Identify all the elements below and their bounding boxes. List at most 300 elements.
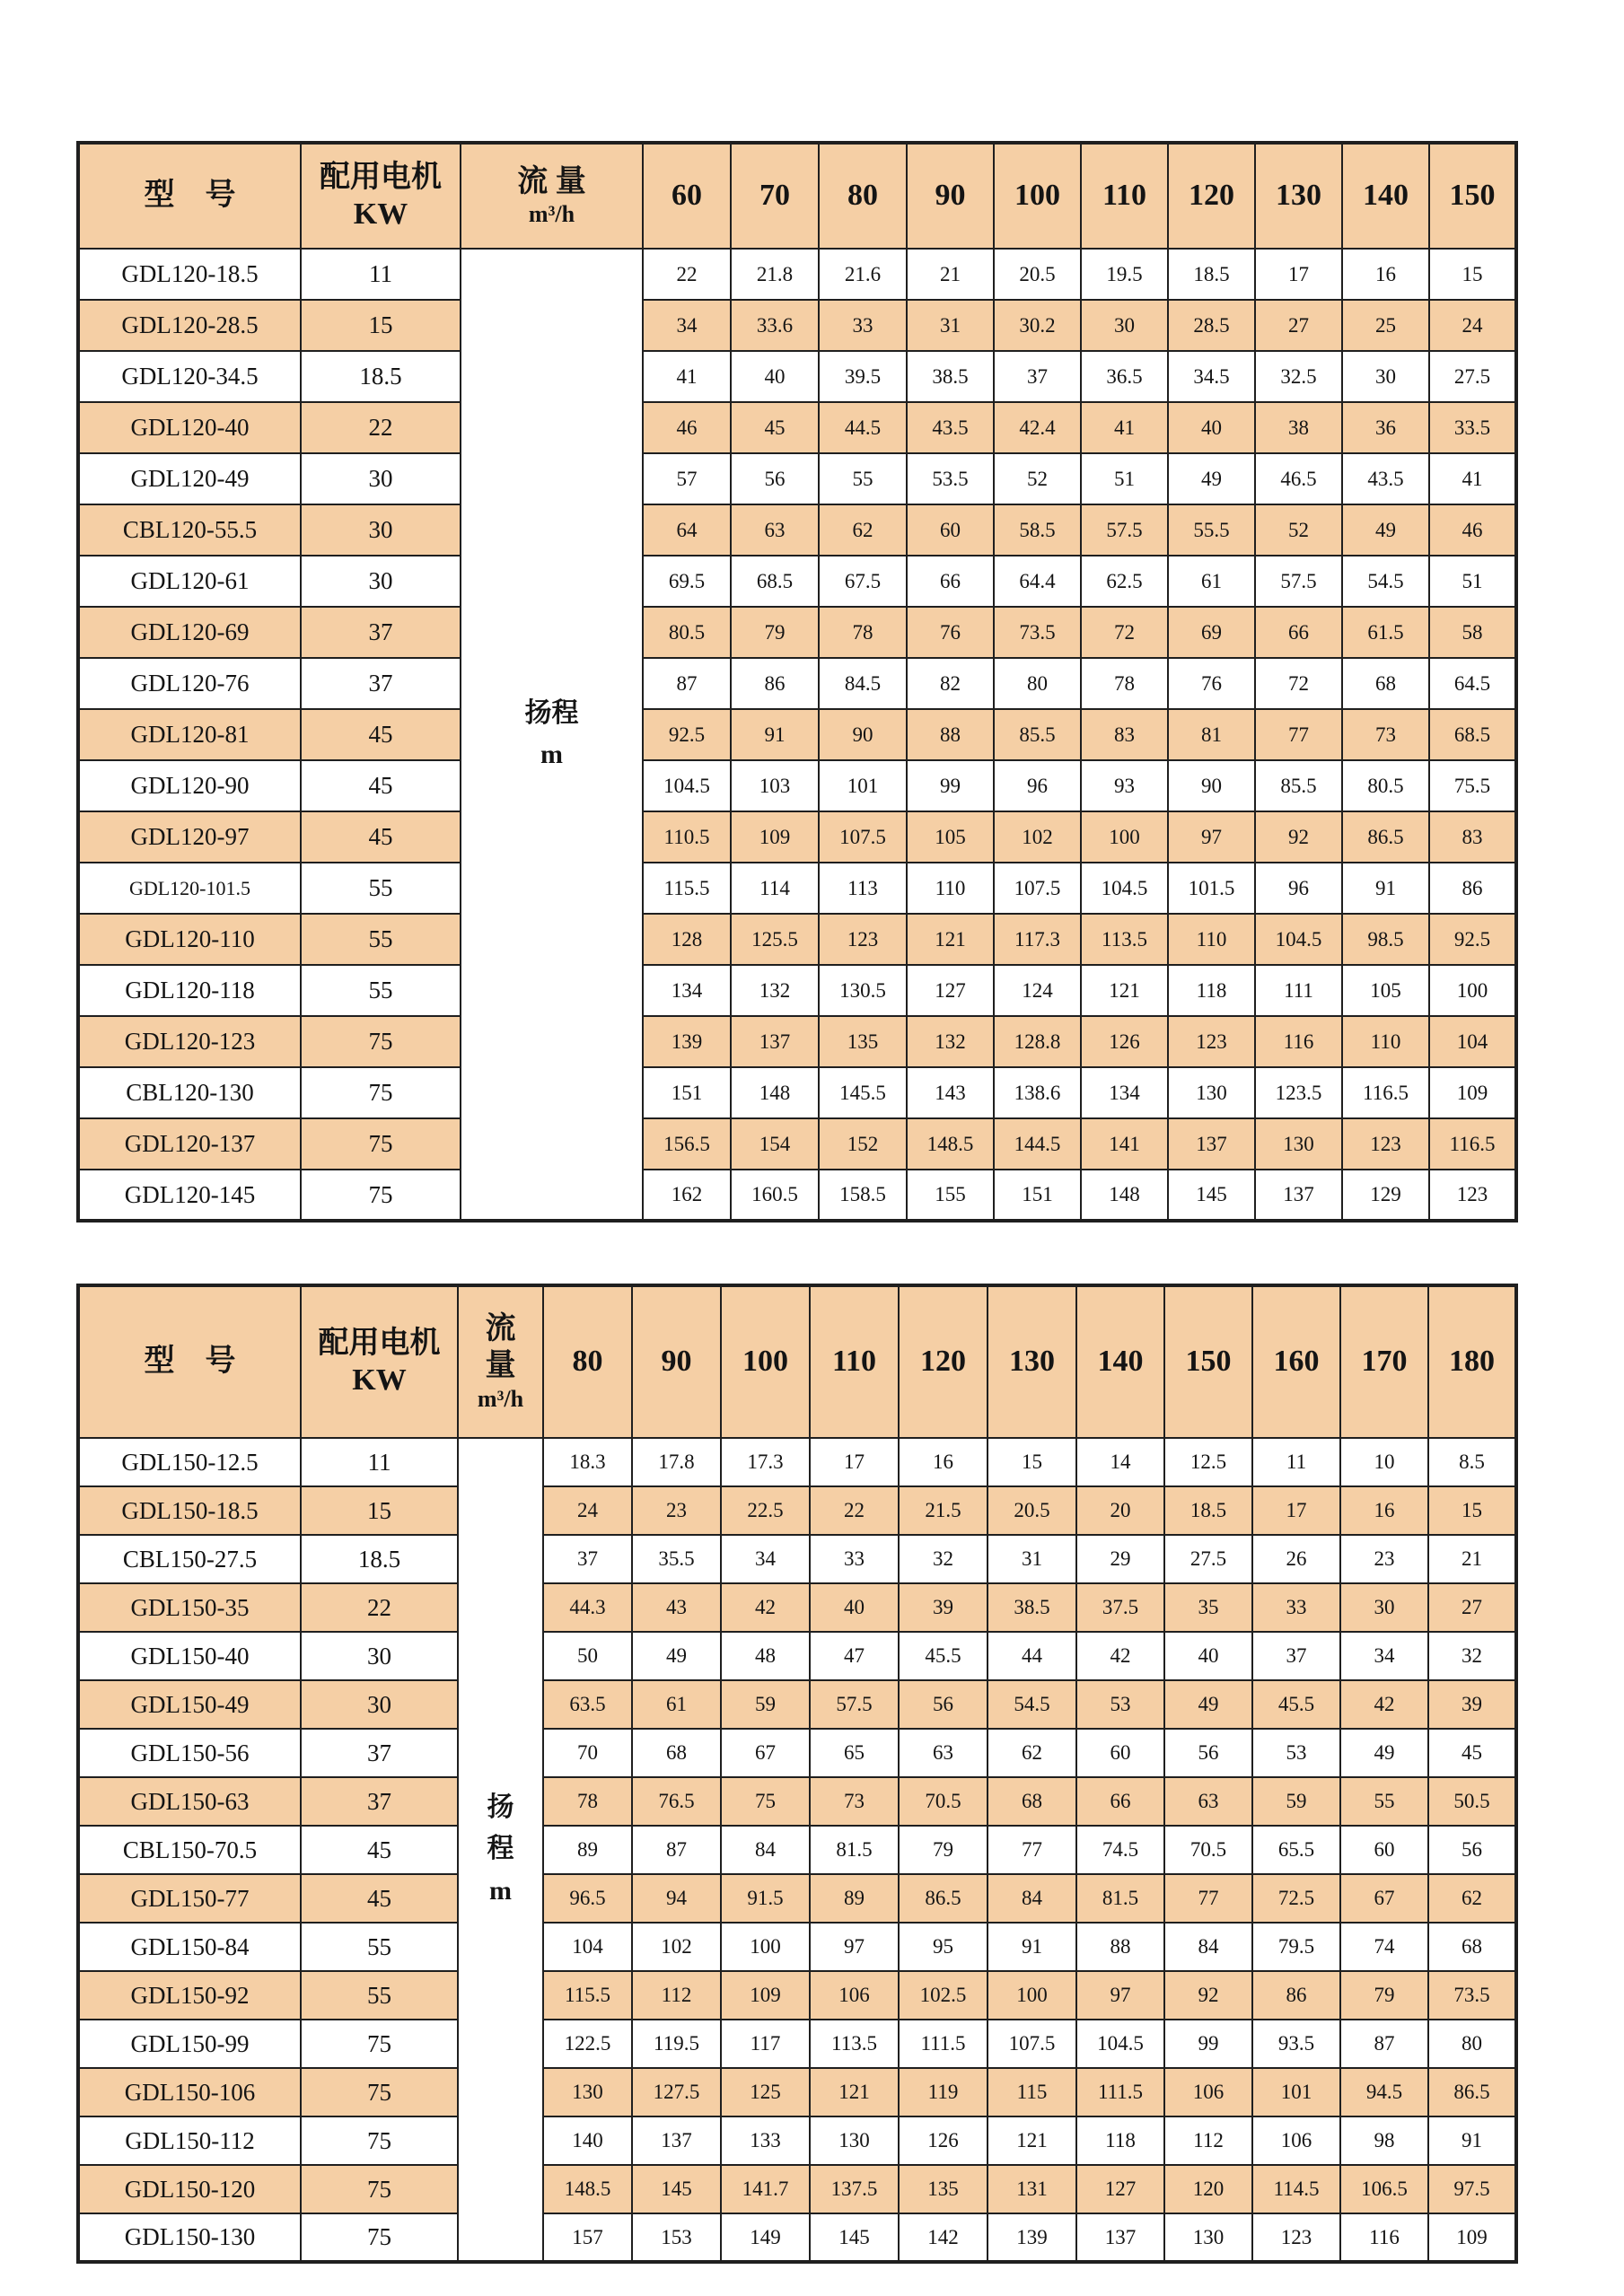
head-value-cell: 83 — [1429, 811, 1516, 863]
head-value-cell: 128.8 — [994, 1016, 1081, 1067]
model-cell: GDL120-18.5 — [78, 249, 301, 300]
head-value-cell: 115 — [988, 2068, 1076, 2116]
head-value-cell: 137 — [731, 1016, 819, 1067]
head-value-cell: 120 — [1164, 2165, 1252, 2213]
model-cell: GDL120-145 — [78, 1170, 301, 1221]
head-value-cell: 37 — [1252, 1632, 1340, 1680]
model-cell: GDL120-97 — [78, 811, 301, 863]
head-value-cell: 144.5 — [994, 1118, 1081, 1170]
head-value-cell: 48 — [721, 1632, 810, 1680]
motor-kw-cell: 37 — [301, 658, 461, 709]
header-row — [78, 1285, 1516, 1438]
head-value-cell: 116.5 — [1342, 1067, 1429, 1118]
head-value-cell: 114.5 — [1252, 2165, 1340, 2213]
head-value-cell: 110 — [1342, 1016, 1429, 1067]
spec-row — [78, 2020, 1516, 2068]
head-value-cell: 93 — [1081, 760, 1168, 811]
head-value-cell: 97 — [810, 1923, 899, 1971]
head-value-cell: 62 — [1428, 1874, 1516, 1923]
head-value-cell: 22 — [810, 1486, 899, 1535]
head-value-cell: 50.5 — [1428, 1777, 1516, 1826]
head-value-cell: 113 — [819, 863, 907, 914]
header-line: m³/h — [477, 1385, 524, 1412]
head-value-cell: 30.2 — [994, 300, 1081, 351]
head-value-cell: 33 — [819, 300, 907, 351]
model-cell: GDL120-49 — [78, 453, 301, 504]
head-value-cell: 134 — [1081, 1067, 1168, 1118]
head-value-cell: 133 — [721, 2116, 810, 2165]
motor-kw-cell: 45 — [301, 760, 461, 811]
head-value-cell: 43 — [632, 1583, 721, 1632]
head-value-cell: 67 — [1340, 1874, 1428, 1923]
model-cell: GDL150-92 — [78, 1971, 301, 2020]
model-cell: GDL120-61 — [78, 556, 301, 607]
header-line: 配用电机 — [318, 1326, 441, 1360]
head-value-cell: 121 — [907, 914, 994, 965]
head-value-cell: 75.5 — [1429, 760, 1516, 811]
flow-value-column-header: 120 — [1168, 143, 1255, 249]
flow-value-column-header: 90 — [907, 143, 994, 249]
head-value-cell: 27 — [1428, 1583, 1516, 1632]
spec-row — [78, 760, 1516, 811]
head-value-cell: 44.5 — [819, 402, 907, 453]
model-cell: GDL150-77 — [78, 1874, 301, 1923]
header-line: 程 — [487, 1834, 514, 1864]
head-value-cell: 56 — [731, 453, 819, 504]
spec-row — [78, 1680, 1516, 1729]
header-line: KW — [353, 197, 408, 231]
head-value-cell: 63 — [1164, 1777, 1252, 1826]
model-cell: CBL150-27.5 — [78, 1535, 301, 1583]
head-value-cell: 29 — [1076, 1535, 1164, 1583]
spec-row — [78, 2068, 1516, 2116]
head-value-cell: 148.5 — [543, 2165, 632, 2213]
head-value-cell: 65.5 — [1252, 1826, 1340, 1874]
head-value-cell: 79 — [1340, 1971, 1428, 2020]
flow-value-column-header: 180 — [1428, 1285, 1516, 1438]
head-value-cell: 84.5 — [819, 658, 907, 709]
head-value-cell: 38.5 — [988, 1583, 1076, 1632]
head-value-cell: 143 — [907, 1067, 994, 1118]
head-value-cell: 104 — [1429, 1016, 1516, 1067]
head-value-cell: 12.5 — [1164, 1438, 1252, 1486]
spec-row — [78, 1583, 1516, 1632]
head-value-cell: 19.5 — [1081, 249, 1168, 300]
head-value-cell: 123 — [1342, 1118, 1429, 1170]
spec-row — [78, 607, 1516, 658]
model-cell: GDL150-120 — [78, 2165, 301, 2213]
head-value-cell: 102 — [994, 811, 1081, 863]
head-value-cell: 21.8 — [731, 249, 819, 300]
head-value-cell: 87 — [632, 1826, 721, 1874]
head-value-cell: 70.5 — [899, 1777, 988, 1826]
head-value-cell: 15 — [1429, 249, 1516, 300]
head-value-cell: 51 — [1081, 453, 1168, 504]
flow-value-column-header: 60 — [643, 143, 731, 249]
head-value-cell: 162 — [643, 1170, 731, 1221]
head-value-cell: 151 — [994, 1170, 1081, 1221]
model-cell: CBL150-70.5 — [78, 1826, 301, 1874]
motor-kw-cell: 55 — [301, 965, 461, 1016]
header-line: m — [540, 740, 563, 769]
motor-kw-cell: 55 — [301, 1923, 458, 1971]
head-value-cell: 99 — [1164, 2020, 1252, 2068]
head-value-cell: 86.5 — [1342, 811, 1429, 863]
head-value-cell: 37 — [543, 1535, 632, 1583]
head-value-cell: 32 — [1428, 1632, 1516, 1680]
model-cell: GDL120-137 — [78, 1118, 301, 1170]
head-value-cell: 66 — [907, 556, 994, 607]
head-value-cell: 141.7 — [721, 2165, 810, 2213]
head-value-cell: 63 — [731, 504, 819, 556]
head-value-cell: 21 — [907, 249, 994, 300]
head-value-cell: 88 — [907, 709, 994, 760]
head-unit-merged-cell — [458, 1438, 543, 2262]
head-value-cell: 30 — [1081, 300, 1168, 351]
head-value-cell: 142 — [899, 2213, 988, 2262]
head-value-cell: 68 — [988, 1777, 1076, 1826]
head-value-cell: 45 — [731, 402, 819, 453]
head-value-cell: 109 — [721, 1971, 810, 2020]
head-value-cell: 40 — [1168, 402, 1255, 453]
spec-row — [78, 1170, 1516, 1221]
table-body — [78, 1438, 1516, 2262]
motor-kw-cell: 55 — [301, 1971, 458, 2020]
head-value-cell: 81.5 — [810, 1826, 899, 1874]
head-value-cell: 80.5 — [643, 607, 731, 658]
head-value-cell: 61 — [632, 1680, 721, 1729]
head-value-cell: 123 — [819, 914, 907, 965]
head-value-cell: 137 — [1255, 1170, 1342, 1221]
head-value-cell: 64 — [643, 504, 731, 556]
head-value-cell: 96 — [1255, 863, 1342, 914]
spec-row — [78, 1874, 1516, 1923]
head-value-cell: 102 — [632, 1923, 721, 1971]
head-value-cell: 145.5 — [819, 1067, 907, 1118]
header-line: 量 — [485, 1348, 516, 1382]
head-value-cell: 96 — [994, 760, 1081, 811]
head-value-cell: 50 — [543, 1632, 632, 1680]
motor-kw-cell: 75 — [301, 2165, 458, 2213]
motor-kw-cell: 75 — [301, 1016, 461, 1067]
head-value-cell: 141 — [1081, 1118, 1168, 1170]
head-value-cell: 36.5 — [1081, 351, 1168, 402]
head-value-cell: 74 — [1340, 1923, 1428, 1971]
head-value-cell: 100 — [1081, 811, 1168, 863]
head-value-cell: 149 — [721, 2213, 810, 2262]
head-value-cell: 92 — [1255, 811, 1342, 863]
motor-kw-cell: 15 — [301, 300, 461, 351]
head-value-cell: 52 — [1255, 504, 1342, 556]
head-value-cell: 121 — [1081, 965, 1168, 1016]
head-value-cell: 20.5 — [988, 1486, 1076, 1535]
head-value-cell: 127 — [907, 965, 994, 1016]
head-value-cell: 46 — [643, 402, 731, 453]
head-value-cell: 51 — [1429, 556, 1516, 607]
flow-value-column-header: 140 — [1342, 143, 1429, 249]
head-value-cell: 56 — [1164, 1729, 1252, 1777]
model-cell: GDL120-34.5 — [78, 351, 301, 402]
head-value-cell: 40 — [810, 1583, 899, 1632]
head-value-cell: 123 — [1429, 1170, 1516, 1221]
header-line: m — [489, 1875, 512, 1906]
head-value-cell: 68 — [1428, 1923, 1516, 1971]
motor-kw-cell: 18.5 — [301, 351, 461, 402]
head-value-cell: 45 — [1428, 1729, 1516, 1777]
head-value-cell: 95 — [899, 1923, 988, 1971]
model-cell: GDL120-81 — [78, 709, 301, 760]
motor-kw-cell: 45 — [301, 1874, 458, 1923]
head-value-cell: 87 — [643, 658, 731, 709]
head-value-cell: 10 — [1340, 1438, 1428, 1486]
spec-row — [78, 453, 1516, 504]
head-value-cell: 54.5 — [1342, 556, 1429, 607]
spec-row — [78, 1016, 1516, 1067]
model-cell: GDL120-123 — [78, 1016, 301, 1067]
head-value-cell: 126 — [899, 2116, 988, 2165]
head-value-cell: 157 — [543, 2213, 632, 2262]
motor-power-column-header — [301, 1285, 458, 1438]
head-value-cell: 106 — [1252, 2116, 1340, 2165]
head-value-cell: 37 — [994, 351, 1081, 402]
head-value-cell: 102.5 — [899, 1971, 988, 2020]
head-value-cell: 11 — [1252, 1438, 1340, 1486]
flow-value-column-header: 160 — [1252, 1285, 1340, 1438]
head-value-cell: 89 — [543, 1826, 632, 1874]
head-value-cell: 40 — [1164, 1632, 1252, 1680]
head-value-cell: 92 — [1164, 1971, 1252, 2020]
head-value-cell: 92.5 — [643, 709, 731, 760]
head-value-cell: 44.3 — [543, 1583, 632, 1632]
spec-row — [78, 1535, 1516, 1583]
head-value-cell: 72 — [1081, 607, 1168, 658]
head-value-cell: 53.5 — [907, 453, 994, 504]
head-value-cell: 118 — [1076, 2116, 1164, 2165]
head-value-cell: 152 — [819, 1118, 907, 1170]
head-value-cell: 18.3 — [543, 1438, 632, 1486]
table-body — [78, 249, 1516, 1221]
head-value-cell: 148 — [731, 1067, 819, 1118]
head-value-cell: 72.5 — [1252, 1874, 1340, 1923]
head-value-cell: 85.5 — [1255, 760, 1342, 811]
head-value-cell: 91.5 — [721, 1874, 810, 1923]
head-value-cell: 109 — [731, 811, 819, 863]
head-value-cell: 82 — [907, 658, 994, 709]
head-value-cell: 17 — [1252, 1486, 1340, 1535]
motor-kw-cell: 75 — [301, 2020, 458, 2068]
head-value-cell: 79 — [731, 607, 819, 658]
head-value-cell: 100 — [988, 1971, 1076, 2020]
model-cell: GDL120-90 — [78, 760, 301, 811]
head-value-cell: 135 — [819, 1016, 907, 1067]
head-value-cell: 8.5 — [1428, 1438, 1516, 1486]
head-value-cell: 129 — [1342, 1170, 1429, 1221]
head-value-cell: 62 — [988, 1729, 1076, 1777]
head-value-cell: 14 — [1076, 1438, 1164, 1486]
flow-value-column-header: 140 — [1076, 1285, 1164, 1438]
head-value-cell: 28.5 — [1168, 300, 1255, 351]
head-value-cell: 69 — [1168, 607, 1255, 658]
flow-value-column-header: 80 — [543, 1285, 632, 1438]
motor-kw-cell: 37 — [301, 607, 461, 658]
head-value-cell: 137 — [632, 2116, 721, 2165]
head-value-cell: 22 — [643, 249, 731, 300]
spec-row — [78, 1777, 1516, 1826]
header-row — [78, 143, 1516, 249]
head-value-cell: 42 — [721, 1583, 810, 1632]
flow-value-column-header: 130 — [1255, 143, 1342, 249]
head-value-cell: 101 — [1252, 2068, 1340, 2116]
head-value-cell: 21 — [1428, 1535, 1516, 1583]
motor-kw-cell: 75 — [301, 1067, 461, 1118]
head-value-cell: 127.5 — [632, 2068, 721, 2116]
head-value-cell: 99 — [907, 760, 994, 811]
head-value-cell: 111.5 — [899, 2020, 988, 2068]
head-value-cell: 63 — [899, 1729, 988, 1777]
head-value-cell: 101 — [819, 760, 907, 811]
head-value-cell: 44 — [988, 1632, 1076, 1680]
head-value-cell: 115.5 — [643, 863, 731, 914]
head-value-cell: 49 — [1168, 453, 1255, 504]
head-value-cell: 111 — [1255, 965, 1342, 1016]
head-value-cell: 68 — [632, 1729, 721, 1777]
spec-row — [78, 1971, 1516, 2020]
head-value-cell: 113.5 — [1081, 914, 1168, 965]
head-value-cell: 130.5 — [819, 965, 907, 1016]
head-value-cell: 38.5 — [907, 351, 994, 402]
head-value-cell: 79 — [899, 1826, 988, 1874]
head-value-cell: 116 — [1255, 1016, 1342, 1067]
spec-row — [78, 658, 1516, 709]
spec-row — [78, 1486, 1516, 1535]
head-value-cell: 124 — [994, 965, 1081, 1016]
head-value-cell: 62 — [819, 504, 907, 556]
head-value-cell: 43.5 — [1342, 453, 1429, 504]
table-header — [78, 1285, 1516, 1438]
model-cell: GDL150-49 — [78, 1680, 301, 1729]
motor-kw-cell: 75 — [301, 1118, 461, 1170]
head-value-cell: 130 — [1168, 1067, 1255, 1118]
motor-kw-cell: 45 — [301, 1826, 458, 1874]
head-value-cell: 80 — [994, 658, 1081, 709]
head-value-cell: 34.5 — [1168, 351, 1255, 402]
spec-row — [78, 351, 1516, 402]
head-value-cell: 17 — [1255, 249, 1342, 300]
head-value-cell: 57.5 — [1255, 556, 1342, 607]
model-cell: GDL120-76 — [78, 658, 301, 709]
spec-row — [78, 1826, 1516, 1874]
head-value-cell: 49 — [632, 1632, 721, 1680]
head-value-cell: 131 — [988, 2165, 1076, 2213]
header-line: m³/h — [528, 201, 575, 228]
head-value-cell: 33 — [1252, 1583, 1340, 1632]
head-value-cell: 110 — [1168, 914, 1255, 965]
head-value-cell: 107.5 — [819, 811, 907, 863]
head-value-cell: 151 — [643, 1067, 731, 1118]
motor-kw-cell: 45 — [301, 709, 461, 760]
head-value-cell: 53 — [1076, 1680, 1164, 1729]
model-cell: GDL120-28.5 — [78, 300, 301, 351]
head-value-cell: 73.5 — [1428, 1971, 1516, 2020]
head-value-cell: 106 — [810, 1971, 899, 2020]
motor-kw-cell: 30 — [301, 1680, 458, 1729]
model-cell: GDL150-40 — [78, 1632, 301, 1680]
head-value-cell: 91 — [731, 709, 819, 760]
head-value-cell: 86.5 — [899, 1874, 988, 1923]
head-value-cell: 37.5 — [1076, 1583, 1164, 1632]
head-value-cell: 40 — [731, 351, 819, 402]
model-cell: GDL120-69 — [78, 607, 301, 658]
head-value-cell: 105 — [1342, 965, 1429, 1016]
table-header — [78, 143, 1516, 249]
head-value-cell: 68.5 — [731, 556, 819, 607]
motor-kw-cell: 22 — [301, 402, 461, 453]
head-value-cell: 49 — [1342, 504, 1429, 556]
head-value-cell: 121 — [810, 2068, 899, 2116]
motor-kw-cell: 75 — [301, 1170, 461, 1221]
head-value-cell: 94.5 — [1340, 2068, 1428, 2116]
head-value-cell: 63.5 — [543, 1680, 632, 1729]
head-value-cell: 30 — [1340, 1583, 1428, 1632]
head-value-cell: 49 — [1340, 1729, 1428, 1777]
head-value-cell: 137 — [1076, 2213, 1164, 2262]
head-value-cell: 134 — [643, 965, 731, 1016]
head-value-cell: 145 — [632, 2165, 721, 2213]
head-value-cell: 24 — [543, 1486, 632, 1535]
model-cell: GDL120-40 — [78, 402, 301, 453]
head-value-cell: 118 — [1168, 965, 1255, 1016]
head-value-cell: 106.5 — [1340, 2165, 1428, 2213]
flow-value-column-header: 150 — [1429, 143, 1516, 249]
flow-rate-column-header — [458, 1285, 543, 1438]
motor-kw-cell: 55 — [301, 863, 461, 914]
motor-kw-cell: 37 — [301, 1777, 458, 1826]
head-value-cell: 52 — [994, 453, 1081, 504]
head-value-cell: 56 — [1428, 1826, 1516, 1874]
head-value-cell: 85.5 — [994, 709, 1081, 760]
head-value-cell: 140 — [543, 2116, 632, 2165]
head-value-cell: 42 — [1076, 1632, 1164, 1680]
head-value-cell: 47 — [810, 1632, 899, 1680]
header-line: 配用电机 — [320, 160, 442, 194]
head-value-cell: 84 — [721, 1826, 810, 1874]
motor-kw-cell: 11 — [301, 249, 461, 300]
head-value-cell: 41 — [1081, 402, 1168, 453]
flow-value-column-header: 80 — [819, 143, 907, 249]
head-value-cell: 109 — [1428, 2213, 1516, 2262]
head-value-cell: 34 — [1340, 1632, 1428, 1680]
head-value-cell: 75 — [721, 1777, 810, 1826]
head-value-cell: 76.5 — [632, 1777, 721, 1826]
head-value-cell: 78 — [543, 1777, 632, 1826]
head-value-cell: 90 — [1168, 760, 1255, 811]
head-value-cell: 100 — [1429, 965, 1516, 1016]
flow-value-column-header: 110 — [810, 1285, 899, 1438]
head-value-cell: 160.5 — [731, 1170, 819, 1221]
head-value-cell: 16 — [899, 1438, 988, 1486]
head-value-cell: 33.5 — [1429, 402, 1516, 453]
head-value-cell: 137.5 — [810, 2165, 899, 2213]
spec-row — [78, 965, 1516, 1016]
head-value-cell: 119.5 — [632, 2020, 721, 2068]
head-value-cell: 68 — [1342, 658, 1429, 709]
head-value-cell: 91 — [1342, 863, 1429, 914]
head-value-cell: 98 — [1340, 2116, 1428, 2165]
head-value-cell: 89 — [810, 1874, 899, 1923]
head-value-cell: 117.3 — [994, 914, 1081, 965]
head-value-cell: 107.5 — [988, 2020, 1076, 2068]
head-value-cell: 69.5 — [643, 556, 731, 607]
